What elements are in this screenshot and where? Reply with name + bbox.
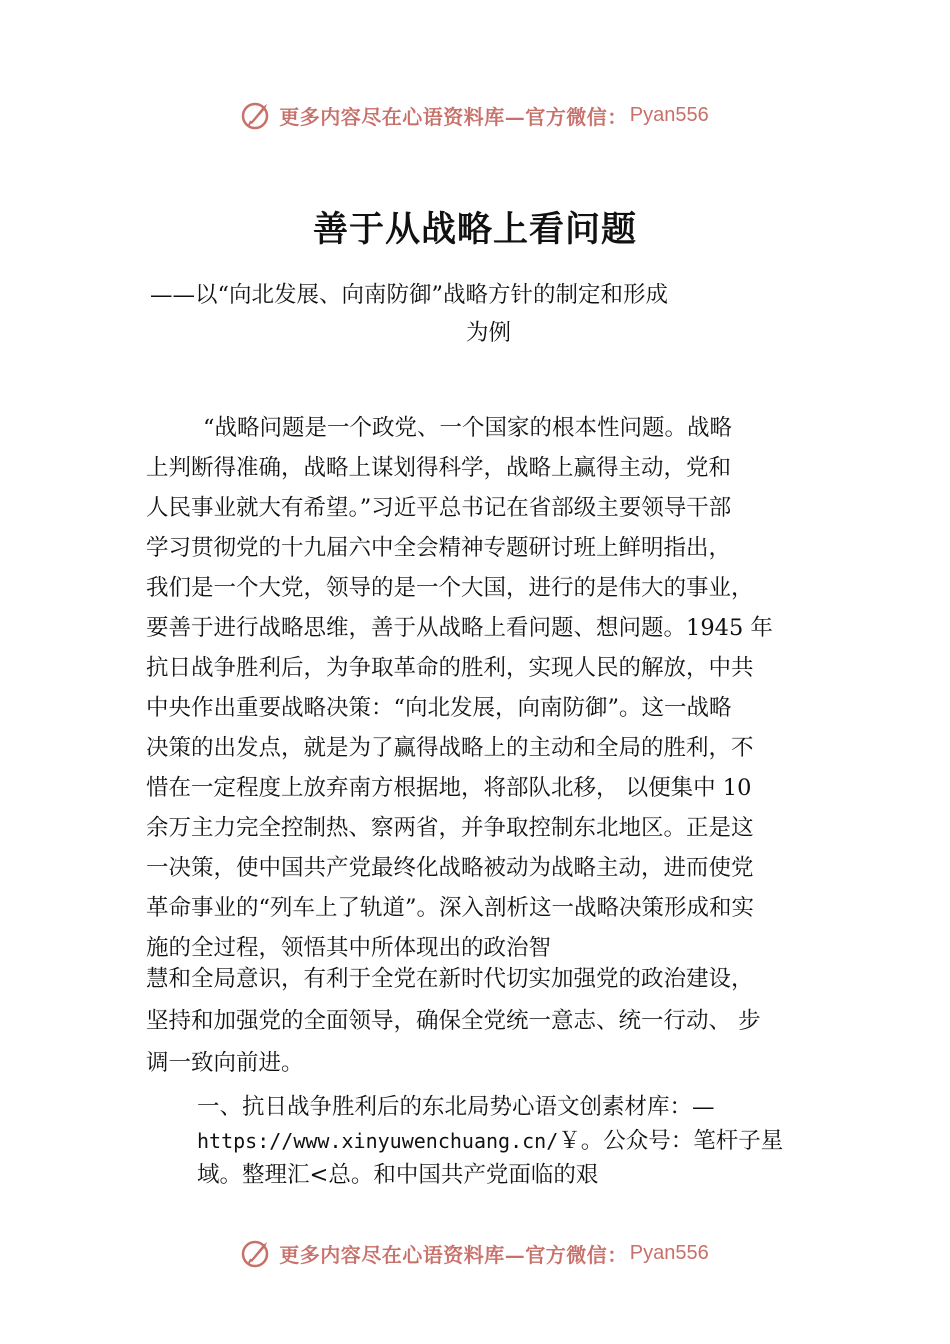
text-line: 坚持和加强党的全面领导，确保全党统一意志、统一行动、 步 (146, 1008, 761, 1034)
section-heading-1 (197, 1090, 847, 1192)
text-line: 惜在一定程度上放弃南方根据地，将部队北移， 以便集中 10 (146, 775, 752, 801)
source-url-link[interactable]: https://www.xinyuwenchuang.cn/ (197, 1129, 559, 1153)
heading-line-1: 一、抗日战争胜利后的东北局势心语文创素材库：— (197, 1094, 715, 1120)
paragraph-1 (146, 408, 836, 968)
text-line: 施的全过程，领悟其中所体现出的政治智 (146, 935, 552, 961)
watermark-text: 更多内容尽在心语资料库—官方微信： (279, 1242, 628, 1267)
watermark-wechat-id: Pyan556 (629, 1241, 709, 1264)
pen-logo-icon (241, 1237, 273, 1269)
heading-line-2 (197, 1124, 847, 1158)
heading-line-2-tail: ￥。公众号：笔杆子星 (558, 1128, 784, 1154)
text-line: 慧和全局意识，有利于全党在新时代切实加强党的政治建设， (146, 966, 754, 992)
header-watermark (0, 95, 950, 135)
subtitle-line-1: ——以“向北发展、向南防御”战略方针的制定和形成 (150, 282, 669, 308)
text-line: 调一致向前进。 (146, 1050, 304, 1076)
text-line: 上判断得准确，战略上谋划得科学，战略上赢得主动，党和 (146, 455, 732, 481)
text-line: 余万主力完全控制热、察两省，并争取控制东北地区。正是这 (146, 815, 754, 841)
text-line: 革命事业的“列车上了轨道”。深入剖析这一战略决策形成和实 (146, 895, 755, 921)
text-line: 抗日战争胜利后，为争取革命的胜利，实现人民的解放，中共 (146, 655, 754, 681)
text-line: 决策的出发点，就是为了赢得战略上的主动和全局的胜利，不 (146, 735, 754, 761)
text-line: 人民事业就大有希望。”习近平总书记在省部级主要领导干部 (146, 495, 732, 521)
document-subtitle (150, 276, 800, 352)
paragraph-2 (146, 959, 836, 1083)
footer-watermark (0, 1233, 950, 1273)
text-line: 我们是一个大党，领导的是一个大国，进行的是伟大的事业， (146, 575, 754, 601)
text-line: 中央作出重要战略决策：“向北发展，向南防御”。这一战略 (146, 695, 732, 721)
text-line: 一决策，使中国共产党最终化战略被动为战略主动，进而使党 (146, 855, 754, 881)
pen-logo-icon (241, 99, 273, 131)
text-line: 学习贯彻党的十九届六中全会精神专题研讨班上鲜明指出， (146, 535, 732, 561)
watermark-text: 更多内容尽在心语资料库—官方微信： (279, 104, 628, 129)
watermark-wechat-id: Pyan556 (629, 103, 709, 126)
heading-line-3: 域。整理汇<总。和中国共产党面临的艰 (197, 1162, 599, 1188)
text-line: “战略问题是一个政党、一个国家的根本性问题。战略 (203, 415, 733, 441)
subtitle-line-2: 为例 (465, 320, 511, 346)
text-line: 要善于进行战略思维，善于从战略上看问题、想问题。1945 年 (146, 615, 773, 641)
document-title: 善于从战略上看问题 (312, 209, 637, 250)
